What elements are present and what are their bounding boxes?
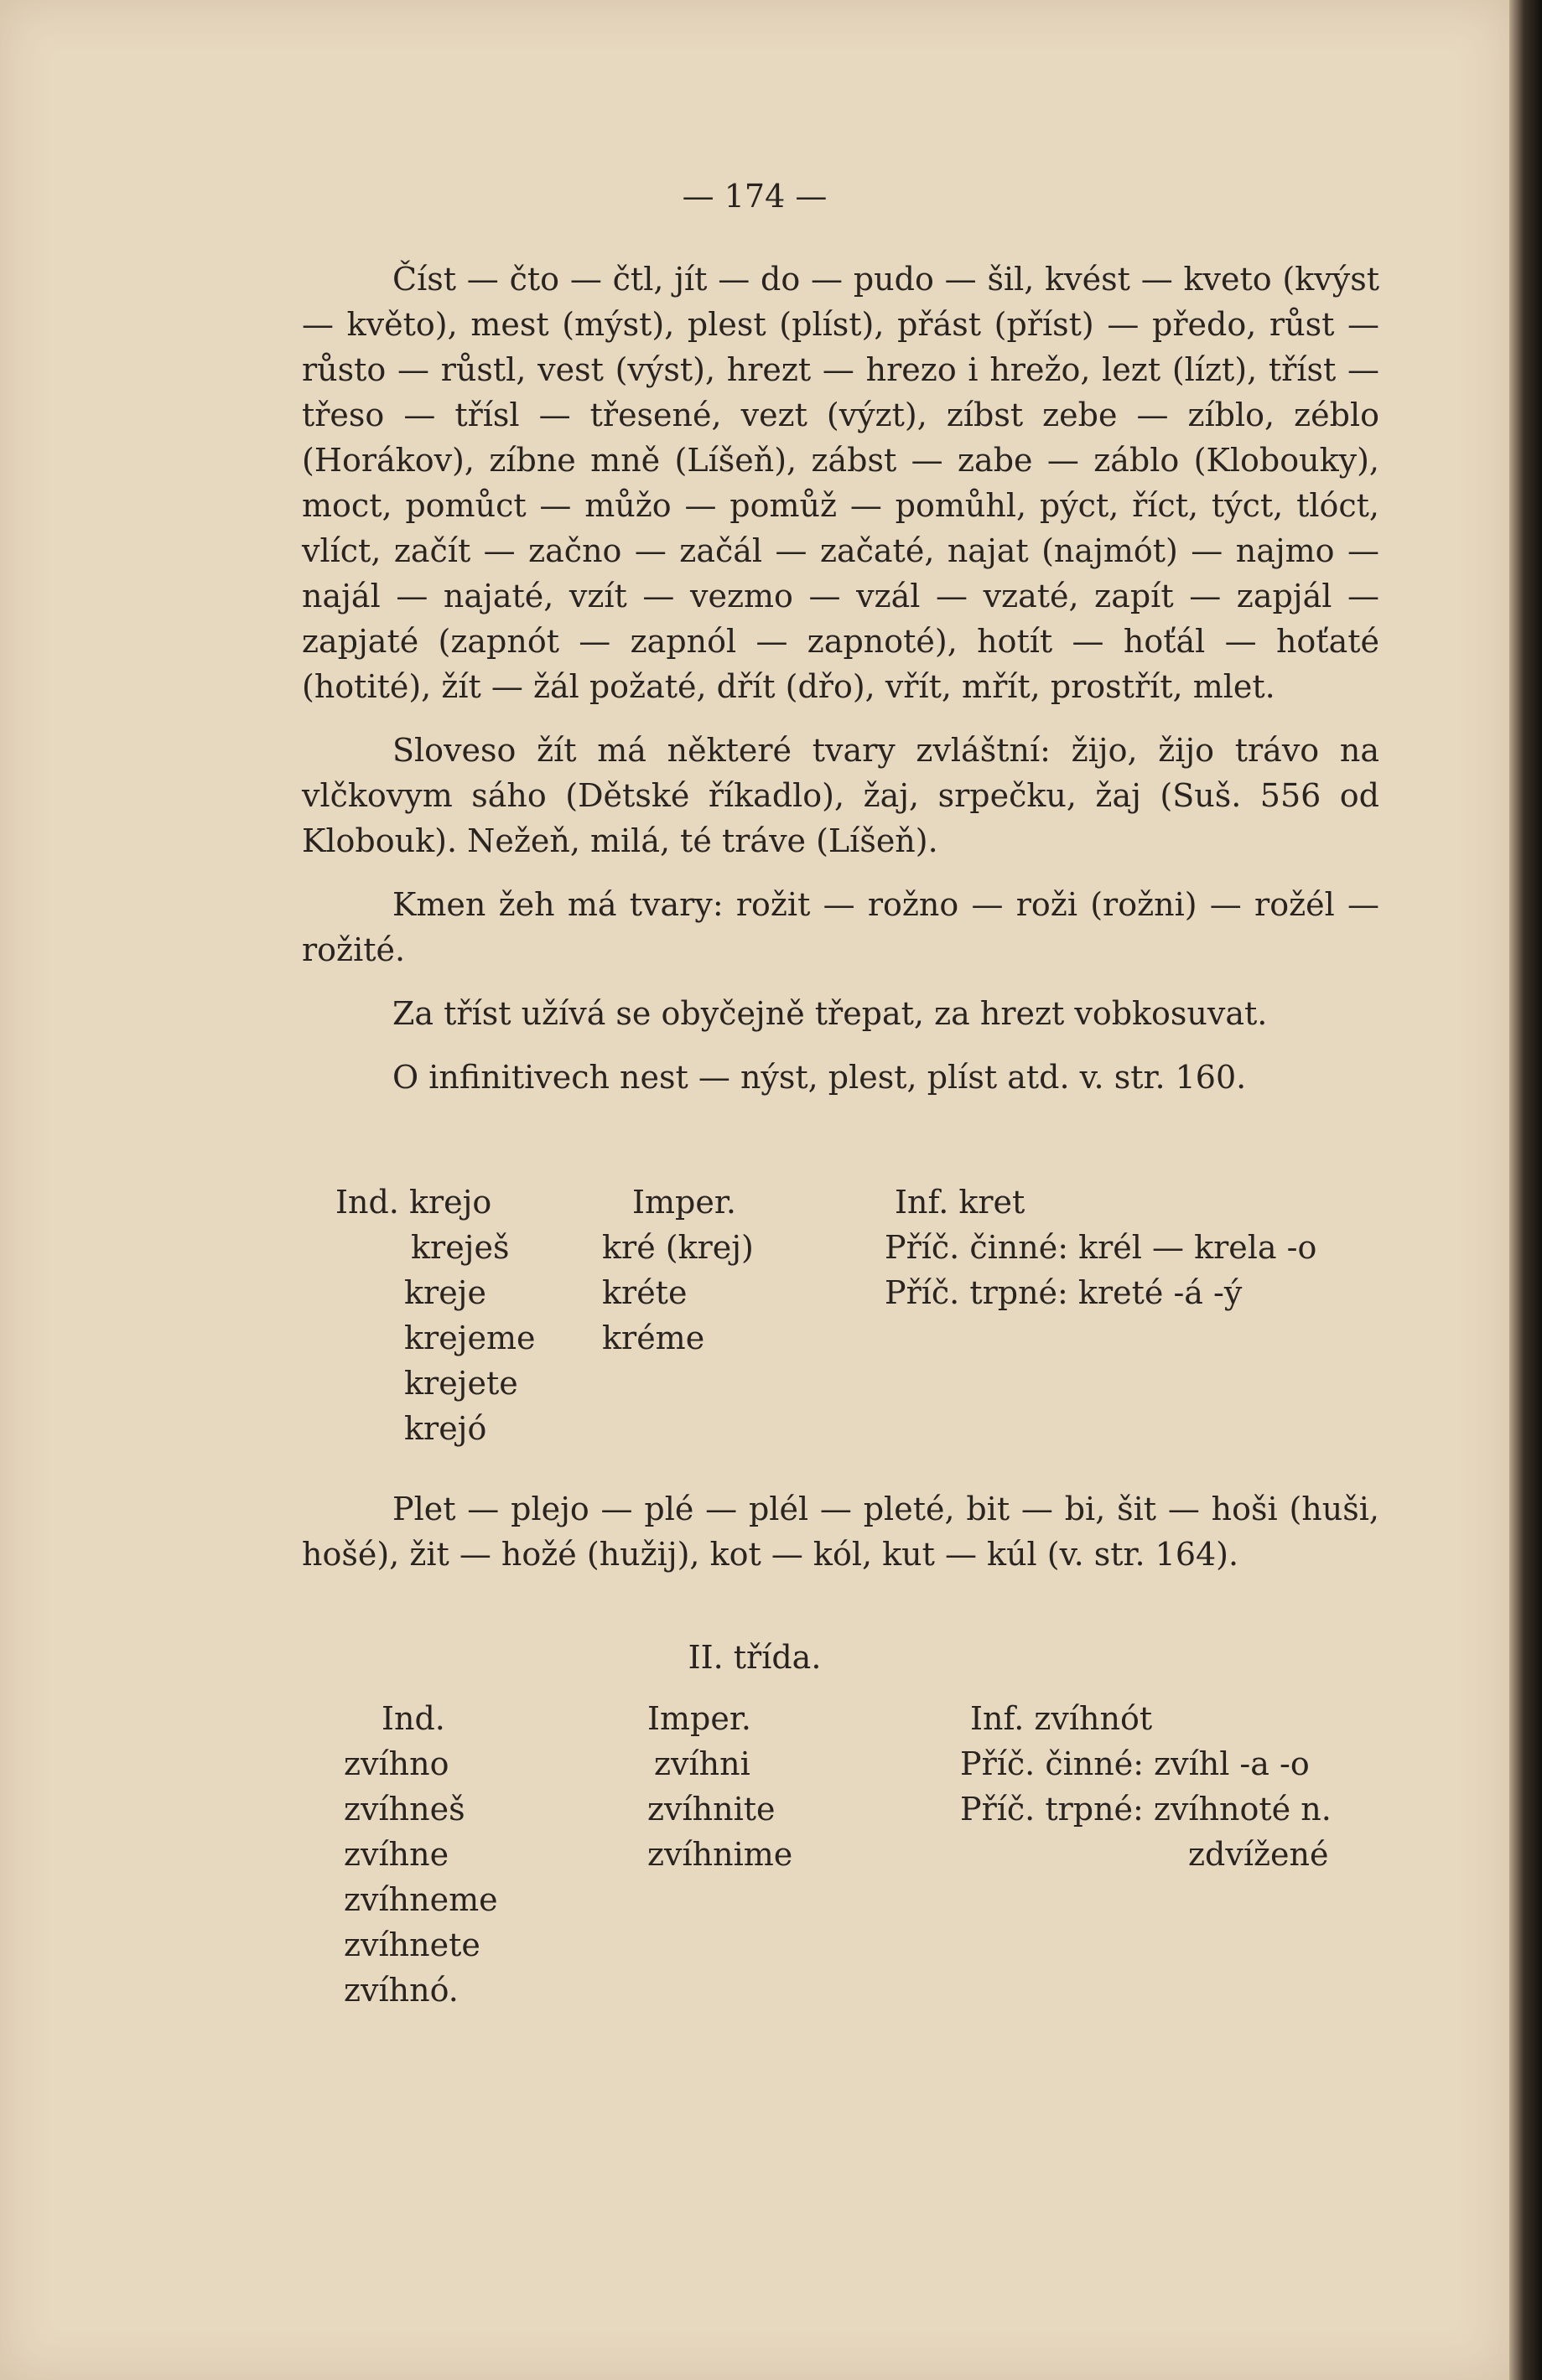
table-cell: krejó [404,1410,487,1447]
paragraph-plet: Plet — plejo — plé — plél — pleté, bit — bi, šit — hoši (huši, hošé), žit — hožé (hužij), kot — kól, kut — kúl (v. str. 164). [302,1491,1379,1573]
table-cell: Imper. [632,1184,736,1221]
page-number: — 174 — [682,178,828,215]
table-cell: zvíhni [654,1745,750,1782]
table-cell: Ind. krejo [335,1184,492,1221]
paragraph-sloveso-zit: Sloveso žít má některé tvary zvláštní: žijo, žijo trávo na vlčkovym sáho (Dětské říkadlo), žaj, srpečku, žaj (Suš. 556 od Klobouk). Nežeň, milá, té tráve (Líšeň). [302,732,1379,859]
section-heading: II. třída. [688,1639,822,1676]
table-cell: kréme [602,1320,705,1356]
table-cell: zvíhnó. [344,1972,459,2009]
table-column-infinitive [885,1180,1316,1315]
table-cell: Příč. činné: zvíhl -a -o [960,1745,1310,1782]
table-cell: zvíhneme [344,1881,498,1918]
table-cell: Ind. [382,1700,445,1737]
table-cell: Inf. kret [895,1184,1025,1221]
table-cell: kreješ [411,1229,510,1266]
table-cell: krejeme [404,1320,536,1356]
table-cell: Příč. trpné: kreté -á -ý [885,1274,1243,1311]
table-column-imperative [602,1180,754,1361]
table-cell: kreje [404,1274,486,1311]
table-cell: zvíhne [344,1836,449,1873]
table-column-indicative [344,1696,498,2013]
table-cell: kré (krej) [602,1229,754,1266]
plet-paragraph-block [302,1486,1379,1577]
table-cell: kréte [602,1274,688,1311]
table-cell: zvíhnite [647,1791,776,1828]
table-cell: Imper. [647,1700,751,1737]
table-cell: zvíhno [344,1745,449,1782]
table-cell: Příč. činné: krél — krela -o [885,1229,1317,1266]
paragraph-o-infinitivech: O infinitivech nest — nýst, plest, plíst atd. v. str. 160. [392,1059,1247,1096]
paragraph-kmen-zeh: Kmen žeh má tvary: rožit — rožno — roži (rožni) — rožél — rožité. [302,886,1379,968]
paragraph-za-trist: Za tříst užívá se obyčejně třepat, za hrezt vobkosuvat. [392,995,1268,1032]
table-column-infinitive [960,1696,1332,1877]
book-spine-edge [1509,0,1542,2380]
table-cell: Inf. zvíhnót [970,1700,1153,1737]
body-text [302,257,1379,1100]
table-cell: zvíhneš [344,1791,465,1828]
table-cell: zvíhnete [344,1926,480,1963]
table-cell: zvíhnime [647,1836,793,1873]
table-column-indicative [335,1180,535,1451]
table-cell: krejete [404,1365,518,1402]
table-column-imperative [647,1696,792,1877]
paragraph-infinitives-list: Číst — čto — čtl, jít — do — pudo — šil, kvést — kveto (kvýst — květo), mest (mýst), plest (plíst), přást (příst) — předo, růst — růsto — růstl, vest (výst), hrezt — hrezo i hrežo, lezt (lízt), tříst — třeso — třísl — třesené, vezt (výzt), zíbst zebe — zíblo, zéblo (Horákov), zíbne mně (Líšeň), zábst — zabe — záblo (Klobouky), moct, pomůct — můžo — pomůž — pomůhl, pýct, říct, týct, tlóct, vlíct, začít — začno — začál — začaté, najat (najmót) — najmo — najál — najaté, vzít — vezmo — vzál — vzaté, zapít — zapjál — zapjaté (zapnót — zapnól — zapnoté), hotít — hoťál — hoťaté (hotité), žít — žál požaté, dřít (dřo), vřít, mřít, prostřít, mlet. [302,261,1379,705]
table-cell: zdvížené [1188,1836,1329,1873]
table-cell: Příč. trpné: zvíhnoté n. [960,1791,1332,1828]
